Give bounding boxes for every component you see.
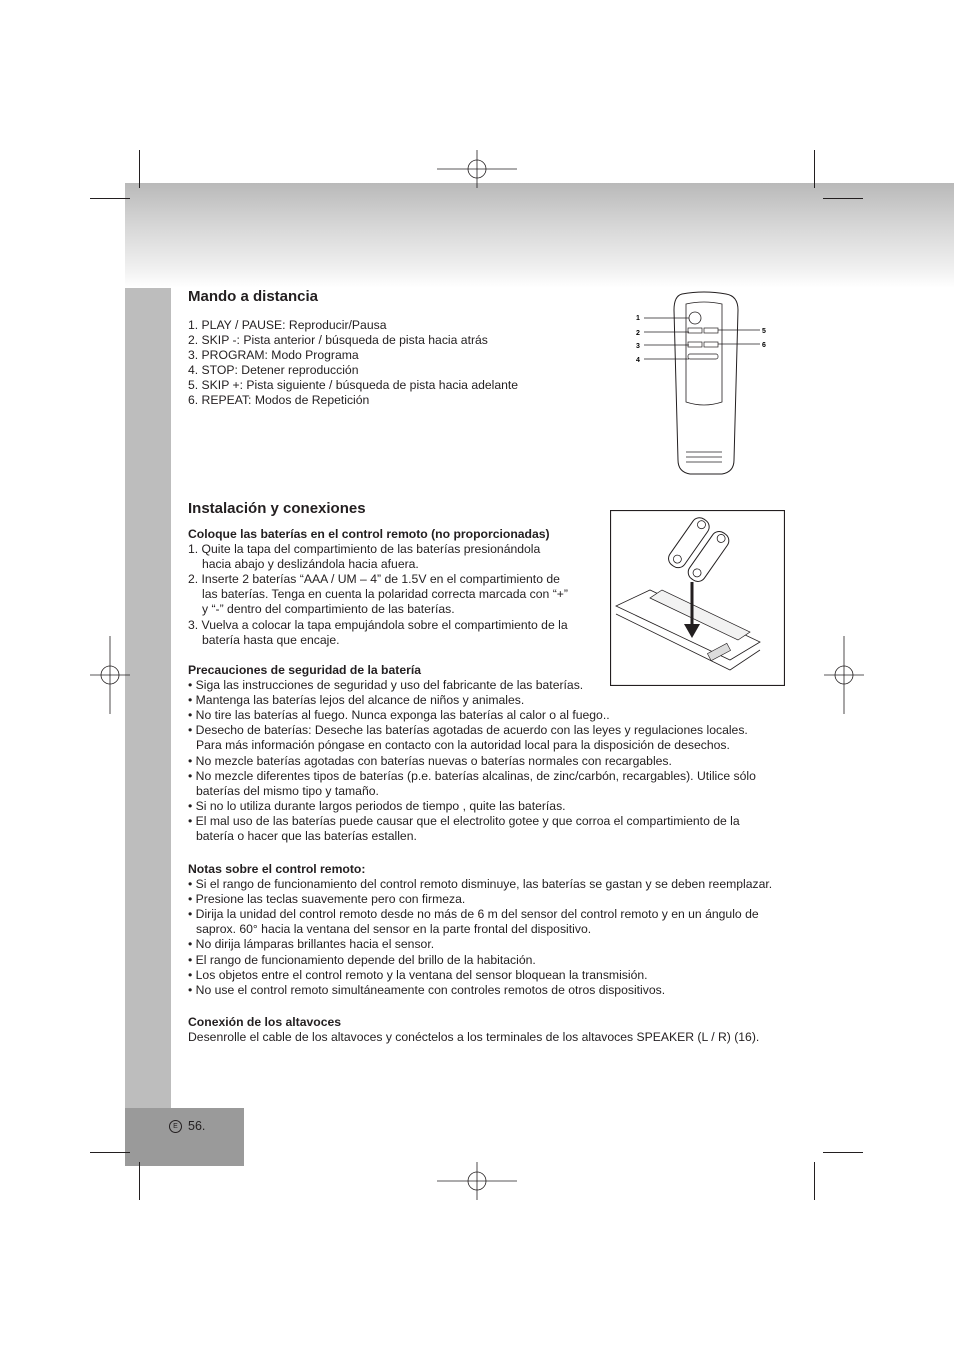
notes-heading: Notas sobre el control remoto: <box>188 862 366 876</box>
notes-item: • Los objetos entre el control remoto y la ventana del sensor bloquean la transmisión. <box>188 967 648 982</box>
callout-1: 1 <box>636 315 640 322</box>
list-item: 5. SKIP +: Pista siguiente / búsqueda de pista hacia adelante <box>188 378 519 393</box>
safety-item: • No tire las baterías al fuego. Nunca exponga las baterías al calor o al fuego.. <box>188 708 610 723</box>
callout-4: 4 <box>636 357 640 364</box>
safety-item-continuation: Para más información póngase en contacto con la autoridad local para la disposición de desechos. <box>196 738 730 753</box>
batteries-heading: Coloque las baterías en el control remoto (no proporcionadas) <box>188 527 550 541</box>
battery-safety-section <box>188 663 756 844</box>
step-2-line-3: y “-” dentro del compartimiento de las baterías. <box>202 602 455 617</box>
safety-item-continuation: batería o hacer que las baterías estallen. <box>196 829 417 844</box>
list-item: 4. STOP: Detener reproducción <box>188 363 359 378</box>
batteries-instructions <box>188 527 568 648</box>
side-bar <box>125 288 171 1108</box>
list-item: 3. PROGRAM: Modo Programa <box>188 348 359 363</box>
step-2-line-2: las baterías. Tenga en cuenta la polaridad correcta marcada con “+” <box>202 587 568 602</box>
callout-5: 5 <box>762 328 766 335</box>
registration-mark-bottom <box>437 1162 517 1200</box>
notes-item: • Dirija la unidad del control remoto desde no más de 6 m del sensor del control remoto y en un ángulo de <box>188 907 759 922</box>
registration-mark-top <box>437 150 517 188</box>
registration-mark-left <box>90 636 130 714</box>
page-number: 56. <box>188 1119 206 1133</box>
callout-2: 2 <box>636 330 640 337</box>
notes-item: • No dirija lámparas brillantes hacia el sensor. <box>188 937 435 952</box>
step-3-line-2: batería hasta que encaje. <box>202 632 340 647</box>
speakers-section <box>188 1015 759 1045</box>
callout-3: 3 <box>636 343 640 350</box>
notes-item: • Presione las teclas suavemente pero con firmeza. <box>188 892 466 907</box>
registration-mark-right <box>824 636 864 714</box>
list-item: 2. SKIP -: Pista anterior / búsqueda de pista hacia atrás <box>188 333 488 348</box>
safety-item: • No mezcle baterías agotadas con baterías nuevas o baterías normales con recargables. <box>188 753 672 768</box>
notes-item: • El rango de funcionamiento depende del brillo de la habitación. <box>188 952 536 967</box>
safety-heading: Precauciones de seguridad de la batería <box>188 663 422 677</box>
step-1-line-2: hacia abajo y deslizándola hacia afuera. <box>202 557 419 572</box>
page-number-row <box>169 1119 205 1133</box>
safety-item: • Mantenga las baterías lejos del alcance de niños y animales. <box>188 693 525 708</box>
safety-item: • Desecho de baterías: Deseche las baterías agotadas de acuerdo con las leyes y regulaciones locales. <box>188 723 748 738</box>
speakers-text: Desenrolle el cable de los altavoces y conéctelos a los terminales de los altavoces SPEAKER (L / R) (16). <box>188 1030 760 1045</box>
notes-item-continuation: saprox. 60° hacia la ventana del sensor en la parte frontal del dispositivo. <box>196 922 592 937</box>
list-item: 6. REPEAT: Modos de Repetición <box>188 393 370 408</box>
language-badge: E <box>169 1120 182 1133</box>
step-2-line-1: 2. Inserte 2 baterías “AAA / UM – 4” de 1.5V en el compartimiento de <box>188 572 560 587</box>
callout-6: 6 <box>762 342 766 349</box>
battery-insertion-illustration <box>610 510 785 686</box>
remote-button-list <box>188 318 518 409</box>
step-3-line-1: 3. Vuelva a colocar la tapa empujándola sobre el compartimiento de la <box>188 617 568 632</box>
remote-notes-section <box>188 862 772 998</box>
safety-item: • No mezcle diferentes tipos de baterías (p.e. baterías alcalinas, de zinc/carbón, recargables). Utilice sólo <box>188 768 756 783</box>
list-item: 1. PLAY / PAUSE: Reproducir/Pausa <box>188 318 387 332</box>
install-section-title: Instalación y conexiones <box>188 500 366 517</box>
remote-control-illustration <box>634 290 774 480</box>
safety-item-continuation: baterías del mismo tipo y tamaño. <box>196 783 379 798</box>
notes-item: • Si el rango de funcionamiento del control remoto disminuye, las baterías se gastan y se deben reemplazar. <box>188 877 773 892</box>
notes-item: • No use el control remoto simultáneamente con controles remotos de otros dispositivos. <box>188 982 666 997</box>
remote-section-title: Mando a distancia <box>188 288 319 305</box>
safety-item: • Si no lo utiliza durante largos periodos de tiempo , quite las baterías. <box>188 798 566 813</box>
safety-item: • Siga las instrucciones de seguridad y uso del fabricante de las baterías. <box>188 678 584 693</box>
footer-box <box>125 1108 244 1166</box>
safety-item: • El mal uso de las baterías puede causar que el electrolito gotee y que corroa el compartimiento de la <box>188 813 740 828</box>
step-1-line-1: 1. Quite la tapa del compartimiento de las baterías presionándola <box>188 542 541 557</box>
speakers-heading: Conexión de los altavoces <box>188 1015 342 1029</box>
